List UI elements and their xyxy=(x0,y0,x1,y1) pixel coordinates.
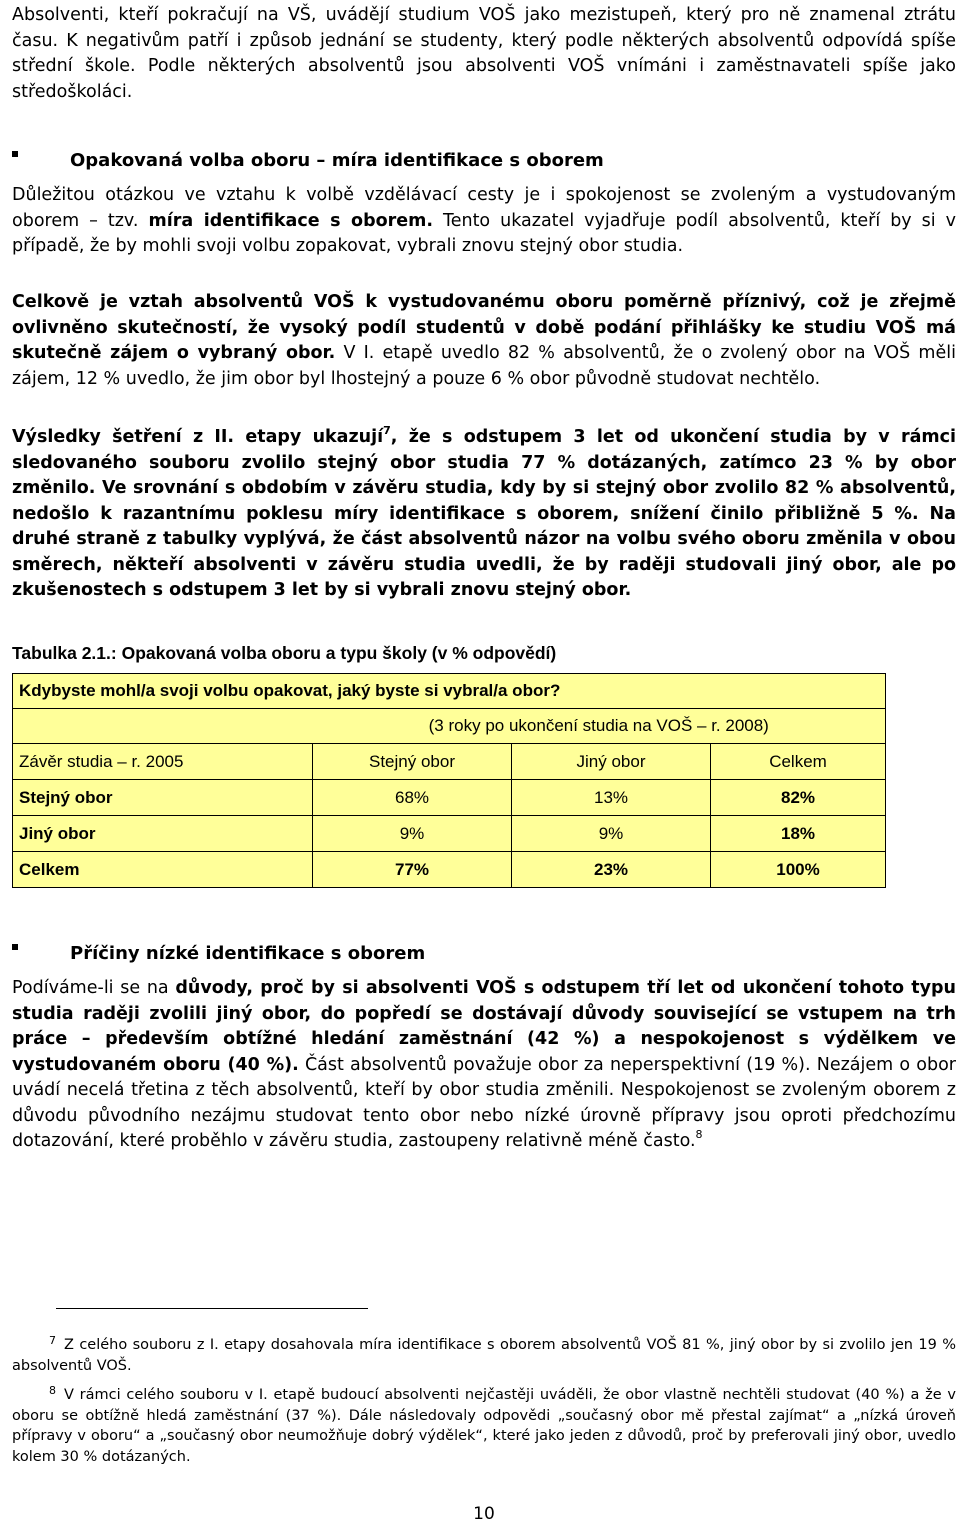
section-heading-identification: Opakovaná volba oboru – míra identifikace s oborem xyxy=(12,149,956,173)
square-bullet-icon xyxy=(12,944,18,950)
table-cell: 18% xyxy=(711,816,886,852)
table-row-label: Jiný obor xyxy=(13,816,313,852)
table-cell: 23% xyxy=(512,852,711,888)
footnote-ref-7: 7 xyxy=(383,424,391,437)
table-header-row xyxy=(13,744,886,780)
table-cell: 82% xyxy=(711,780,886,816)
table-subheader: (3 roky po ukončení studia na VOŠ – r. 2008) xyxy=(313,709,886,744)
table-cell: 100% xyxy=(711,852,886,888)
table-col-header: Celkem xyxy=(711,744,886,780)
paragraph-overall-relation: Celkově je vztah absolventů VOŠ k vystudovanému oboru poměrně příznivý, což je zřejmě ovlivněno skutečností, že vysoký podíl studentů v době podání přihlášky ke studiu VOŠ má skutečně zájem o vybraný obor. V I. etapě uvedlo 82 % absolventů, že o zvolený obor na VOŠ měli zájem, 12 % uvedlo, že jim obor byl lhostejný a pouze 6 % obor původně studovat nechtělo. xyxy=(12,292,956,389)
page-number: 10 xyxy=(473,1504,495,1524)
table-cell: 13% xyxy=(512,780,711,816)
footnote-ref-8: 8 xyxy=(695,1128,703,1141)
table-row xyxy=(13,780,886,816)
footnote-8: 8 V rámci celého souboru v I. etapě budoucí absolventi nejčastěji uváděli, že obor vlastně nechtěli studovat (40 %) a že v oboru se obtížně hledá zaměstnání (37 %). Dále následovaly odpovědi „současný obor mě přestal zajímat“ a „nízká úroveň přípravy v oboru“ a „současný obor neumožňuje dobrý výdělek“, které jako jeden z důvodů, proč by preferovali jiný obor, uvedlo kolem 30 % dotázaných. xyxy=(12,1384,956,1465)
table-row-label: Stejný obor xyxy=(13,780,313,816)
table-caption: Tabulka 2.1.: Opakovaná volba oboru a typu školy (v % odpovědí) xyxy=(12,643,557,663)
table-question: Kdybyste mohl/a svoji volbu opakovat, jaký byste si vybral/a obor? xyxy=(13,674,886,709)
paragraph-intro: Absolventi, kteří pokračují na VŠ, uvádějí studium VOŠ jako mezistupeň, který pro ně znamenal ztrátu času. K negativům patří i způsob jednání se studenty, který podle některých absolventů odpovídá spíše střední škole. Podle některých absolventů jsou absolventi VOŠ vnímáni i zaměstnavateli spíše jako středoškoláci. xyxy=(12,5,956,102)
table-row xyxy=(13,852,886,888)
table-col-header: Jiný obor xyxy=(512,744,711,780)
repeat-choice-table xyxy=(12,673,886,888)
paragraph-identification: Důležitou otázkou ve vztahu k volbě vzdělávací cesty je i spokojenost se zvoleným a vystudovaným oborem – tzv. míra identifikace s oborem. Tento ukazatel vyjadřuje podíl absolventů, kteří by si v případě, že by mohli svoji volbu zopakovat, vybrali znovu stejný obor studia. xyxy=(12,185,956,256)
table-question-row xyxy=(13,674,886,709)
table-row-label: Celkem xyxy=(13,852,313,888)
table-cell: 9% xyxy=(512,816,711,852)
table-row xyxy=(13,816,886,852)
square-bullet-icon xyxy=(12,151,18,157)
table-col-header: Stejný obor xyxy=(313,744,512,780)
paragraph-reasons: Podíváme-li se na důvody, proč by si absolventi VOŠ s odstupem tří let od ukončení tohoto typu studia raději zvolili jiný obor, do popředí se dostávají důvody související se vstupem na trh práce – především obtížné hledání zaměstnání (42 %) a nespokojenost s výdělkem ve vystudovaném oboru (40 %). Část absolventů považuje obor za neperspektivní (19 %). Nezájem o obor uvádí necelá třetina z těch absolventů, kteří by obor studia změnili. Nespokojenost se zvoleným oborem z důvodu původního nezájmu studovat tento obor nebo nízké úrovně přípravy jsou oproti předchozímu dotazování, které proběhlo v závěru studia, zastoupeny relativně méně často.$^8$ xyxy=(12,978,956,1151)
table-corner-cell: Závěr studia – r. 2005 xyxy=(13,744,313,780)
table-cell: 68% xyxy=(313,780,512,816)
footnote-7: 7 Z celého souboru z I. etapy dosahovala míra identifikace s oborem absolventů VOŠ 81 %, jiný obor by si zvolilo jen 19 % absolventů VOŠ. xyxy=(12,1334,956,1374)
table-cell: 77% xyxy=(313,852,512,888)
footnote-separator xyxy=(56,1308,368,1309)
table-subheader-row xyxy=(13,709,886,744)
table-cell: 9% xyxy=(313,816,512,852)
paragraph-results-stage-2: Výsledky šetření z II. etapy ukazují$^7$, že s odstupem 3 let od ukončení studia by v rámci sledovaného souboru zvolilo stejný obor studia 77 % dotázaných, zatímco 23 % by obor změnilo. Ve srovnání s obdobím v závěru studia, kdy by si stejný obor zvolilo 82 % absolventů, nedošlo k razantnímu poklesu míry identifikace s oborem, snížení činilo přibližně 5 %. Na druhé straně z tabulky vyplývá, že část absolventů názor na volbu svého oboru změnila v obou směrech, někteří absolventi v závěru studia uvedli, že by raději studovali jiný obor, ale po zkušenostech s odstupem 3 let by si vybrali znovu stejný obor. xyxy=(12,424,956,600)
section-heading-low-identification: Příčiny nízké identifikace s oborem xyxy=(12,942,956,966)
